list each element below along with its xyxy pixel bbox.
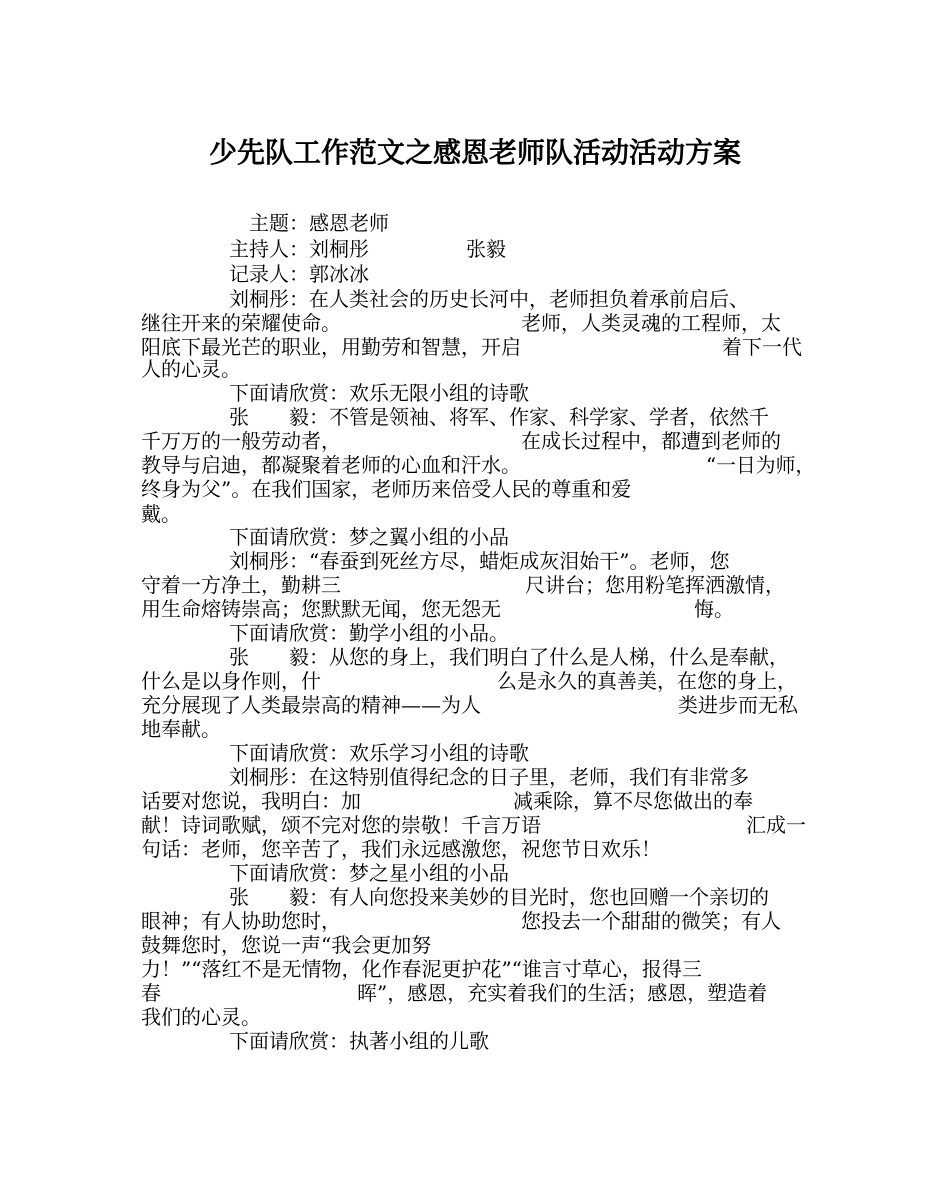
text-segment: 刘桐彤：在人类社会的历史长河中，老师担负着承前启后、	[229, 287, 749, 311]
text-segment: 张 毅：不管是领袖、将军、作家、科学家、学者，依然千	[229, 405, 769, 429]
paragraph-line	[0, 885, 950, 909]
text-segment: 悔。	[694, 597, 734, 621]
text-segment: 下面请欣赏：梦之星小组的小品	[229, 861, 509, 885]
text-segment: 下面请欣赏：执著小组的儿歌	[229, 1029, 489, 1053]
paragraph-line	[0, 502, 950, 526]
paragraph-line	[0, 693, 950, 717]
text-segment: 鼓舞您时，您说一声“我会更加努	[141, 933, 432, 957]
text-segment: 千万万的一般劳动者，	[141, 429, 341, 453]
text-segment: 继往开来的荣耀使命。	[141, 311, 341, 335]
text-segment: 类进步而无私	[678, 693, 798, 717]
text-segment: 着下一代	[722, 335, 802, 359]
text-segment: 献！诗词歌赋，颂不完对您的崇敬！千言万语	[141, 813, 541, 837]
text-segment: 您投去一个甜甜的微笑；有人	[521, 909, 781, 933]
text-segment: 终身为父”。在我们国家，老师历来倍受人民的尊重和爱	[141, 477, 632, 501]
text-segment: 眼神；有人协助您时，	[141, 909, 341, 933]
text-segment: 张 毅：有人向您投来美妙的目光时，您也回赠一个亲切的	[229, 885, 769, 909]
paragraph-line	[0, 1005, 950, 1029]
paragraph-line	[0, 933, 950, 957]
paragraph-line	[0, 813, 950, 837]
text-segment: 地奉献。	[141, 717, 221, 741]
text-segment: 下面请欣赏：梦之翼小组的小品	[229, 525, 509, 549]
text-segment: 张 毅：从您的身上，我们明白了什么是人梯，什么是奉献，	[229, 645, 789, 669]
text-segment: 记录人：郭冰冰	[229, 262, 369, 286]
paragraph-line	[0, 789, 950, 813]
section-heading	[0, 861, 950, 885]
text-segment: 春	[141, 981, 161, 1005]
paragraph-line	[0, 549, 950, 573]
text-segment: 么是永久的真善美，在您的身上，	[497, 669, 797, 693]
section-heading	[0, 741, 950, 765]
section-heading	[0, 381, 950, 405]
paragraph-line	[0, 669, 950, 693]
text-segment: 老师，人类灵魂的工程师，太	[521, 311, 781, 335]
text-segment: 张毅	[466, 237, 506, 261]
paragraph-line	[0, 453, 950, 477]
section-heading	[0, 1029, 950, 1053]
text-segment: 在成长过程中，都遭到老师的	[521, 429, 781, 453]
paragraph-line	[0, 597, 950, 621]
text-segment: 晖”，感恩，充实着我们的生活；感恩，塑造着	[357, 981, 768, 1005]
paragraph-line	[0, 429, 950, 453]
text-segment: 刘桐彤：“春蚕到死丝方尽，蜡炬成灰泪始干”。老师，您	[229, 549, 730, 573]
text-segment: 刘桐彤：在这特别值得纪念的日子里，老师，我们有非常多	[229, 765, 749, 789]
document-title: 少先队工作范文之感恩老师队活动活动方案	[208, 136, 741, 169]
section-heading	[0, 525, 950, 549]
text-segment: 人的心灵。	[141, 357, 241, 381]
paragraph-line	[0, 477, 950, 501]
paragraph-line	[0, 957, 950, 981]
text-segment: 减乘除，算不尽您做出的奉	[513, 789, 753, 813]
text-segment: 下面请欣赏：勤学小组的小品。	[229, 621, 509, 645]
section-heading	[0, 621, 950, 645]
text-segment: 充分展现了人类最崇高的精神——为人	[141, 693, 481, 717]
text-segment: 力！”“落红不是无情物，化作春泥更护花”“谁言寸草心，报得三	[141, 957, 702, 981]
paragraph-line	[0, 837, 950, 861]
paragraph-line	[0, 287, 950, 311]
text-segment: 戴。	[141, 502, 181, 526]
paragraph-line	[0, 765, 950, 789]
text-segment: 下面请欣赏：欢乐学习小组的诗歌	[229, 741, 529, 765]
text-segment: 主持人：刘桐彤	[229, 237, 369, 261]
paragraph-line	[0, 981, 950, 1005]
text-segment: 用生命熔铸崇高；您默默无闻，您无怨无	[141, 597, 501, 621]
text-segment: 守着一方净土，勤耕三	[141, 573, 341, 597]
line-recorder	[0, 262, 950, 286]
paragraph-line	[0, 311, 950, 335]
text-segment: 汇成一	[746, 813, 806, 837]
paragraph-line	[0, 717, 950, 741]
paragraph-line	[0, 909, 950, 933]
text-segment: 我们的心灵。	[141, 1005, 261, 1029]
text-segment: 话要对您说，我明白：加	[141, 789, 361, 813]
line-hosts	[0, 237, 950, 261]
paragraph-line	[0, 335, 950, 359]
text-segment: 阳底下最光芒的职业，用勤劳和智慧，开启	[141, 335, 521, 359]
text-segment: 教导与启迪，都凝聚着老师的心血和汗水。	[141, 453, 521, 477]
paragraph-line	[0, 645, 950, 669]
text-segment: 下面请欣赏：欢乐无限小组的诗歌	[229, 381, 529, 405]
line-theme	[0, 211, 950, 235]
text-segment: “一日为师，	[706, 453, 816, 477]
text-segment: 什么是以身作则，什	[141, 669, 321, 693]
paragraph-line	[0, 357, 950, 381]
text-segment: 尺讲台；您用粉笔挥洒激情，	[525, 573, 785, 597]
paragraph-line	[0, 573, 950, 597]
text-segment: 主题：感恩老师	[249, 211, 389, 235]
text-segment: 句话：老师，您辛苦了，我们永远感激您，祝您节日欢乐！	[141, 837, 661, 861]
paragraph-line	[0, 405, 950, 429]
